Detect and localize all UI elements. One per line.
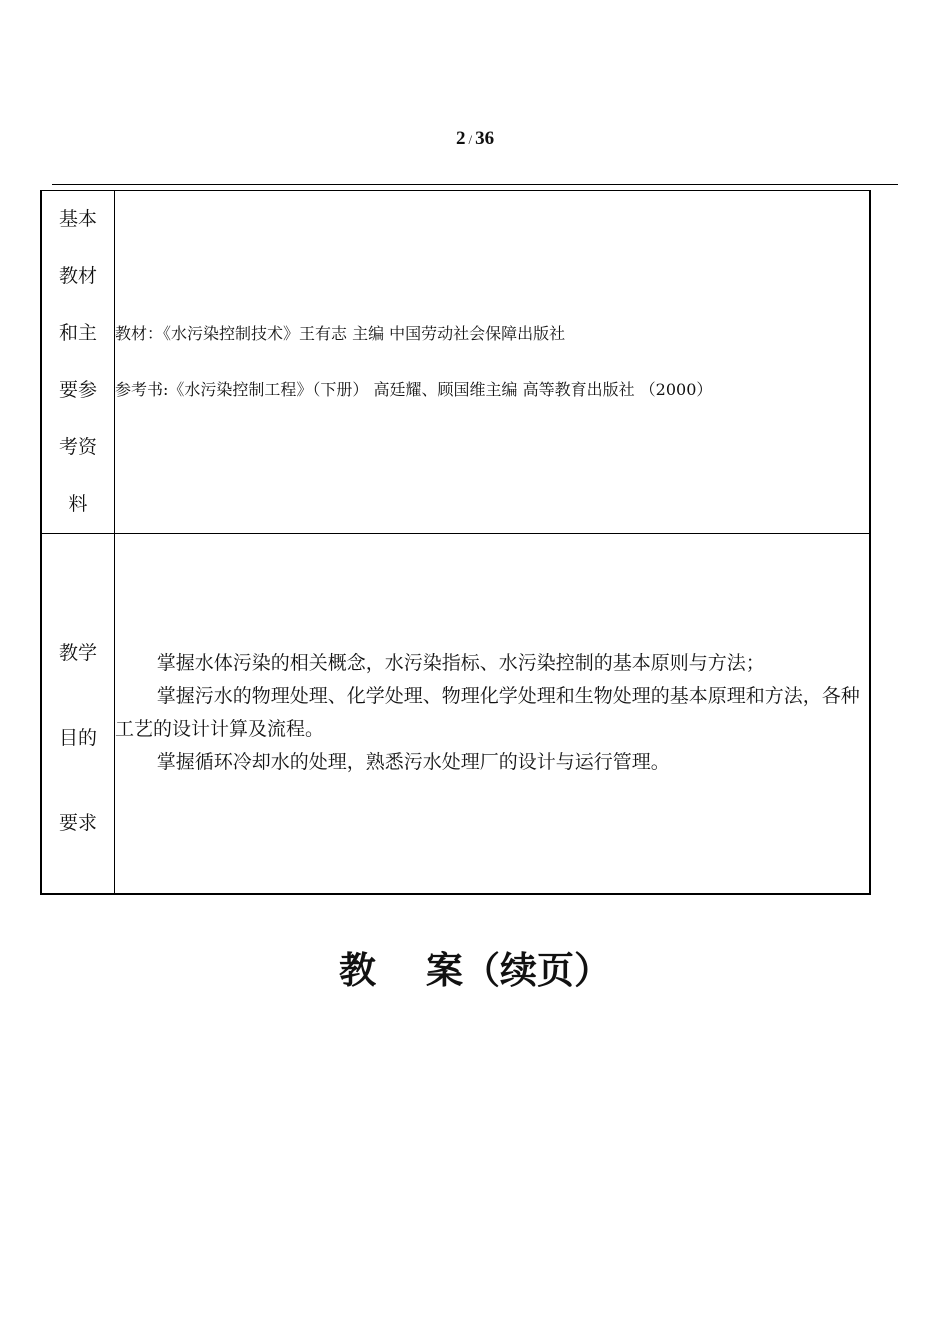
page-separator: / — [468, 132, 473, 147]
materials-row — [41, 191, 870, 534]
materials-label-line: 料 — [68, 493, 88, 515]
materials-label-line: 和主 — [58, 322, 97, 344]
materials-label-line: 要参 — [58, 379, 97, 401]
lesson-plan-table — [40, 190, 871, 895]
objectives-label-line: 目的 — [58, 727, 97, 749]
continuation-title — [0, 940, 950, 994]
objectives-row — [41, 534, 870, 894]
objectives-label-line: 教学 — [58, 642, 97, 664]
textbook-entry: 教材：《水污染控制技术》王有志 主编 中国劳动社会保障出版社 — [115, 324, 566, 343]
objectives-label — [41, 534, 115, 894]
objectives-label-line: 要求 — [58, 812, 97, 834]
header-rule — [52, 184, 898, 185]
page-number — [0, 128, 950, 150]
objectives-content — [115, 534, 871, 894]
materials-label-line: 教材 — [58, 265, 97, 287]
objective-paragraph: 掌握污水的物理处理、化学处理、物理化学处理和生物处理的基本原理和方法，各种工艺的设计计算及流程。 — [115, 685, 860, 741]
materials-label-line: 考资 — [58, 436, 97, 458]
objective-paragraph: 掌握循环冷却水的处理，熟悉污水处理厂的设计与运行管理。 — [156, 751, 670, 774]
reference-book-entry: 参考书:《水污染控制工程》（下册） 高廷耀、顾国维主编 高等教育出版社 （2000） — [115, 380, 713, 399]
objective-paragraph: 掌握水体污染的相关概念，水污染指标、水污染控制的基本原则与方法； — [156, 652, 765, 675]
title-part2: 案（续页） — [426, 949, 611, 992]
materials-label — [41, 191, 115, 534]
materials-label-line: 基本 — [58, 208, 97, 230]
page-current: 2 — [455, 128, 466, 149]
title-part1: 教 — [339, 949, 376, 992]
page-total: 36 — [475, 128, 495, 149]
materials-content — [115, 191, 871, 534]
